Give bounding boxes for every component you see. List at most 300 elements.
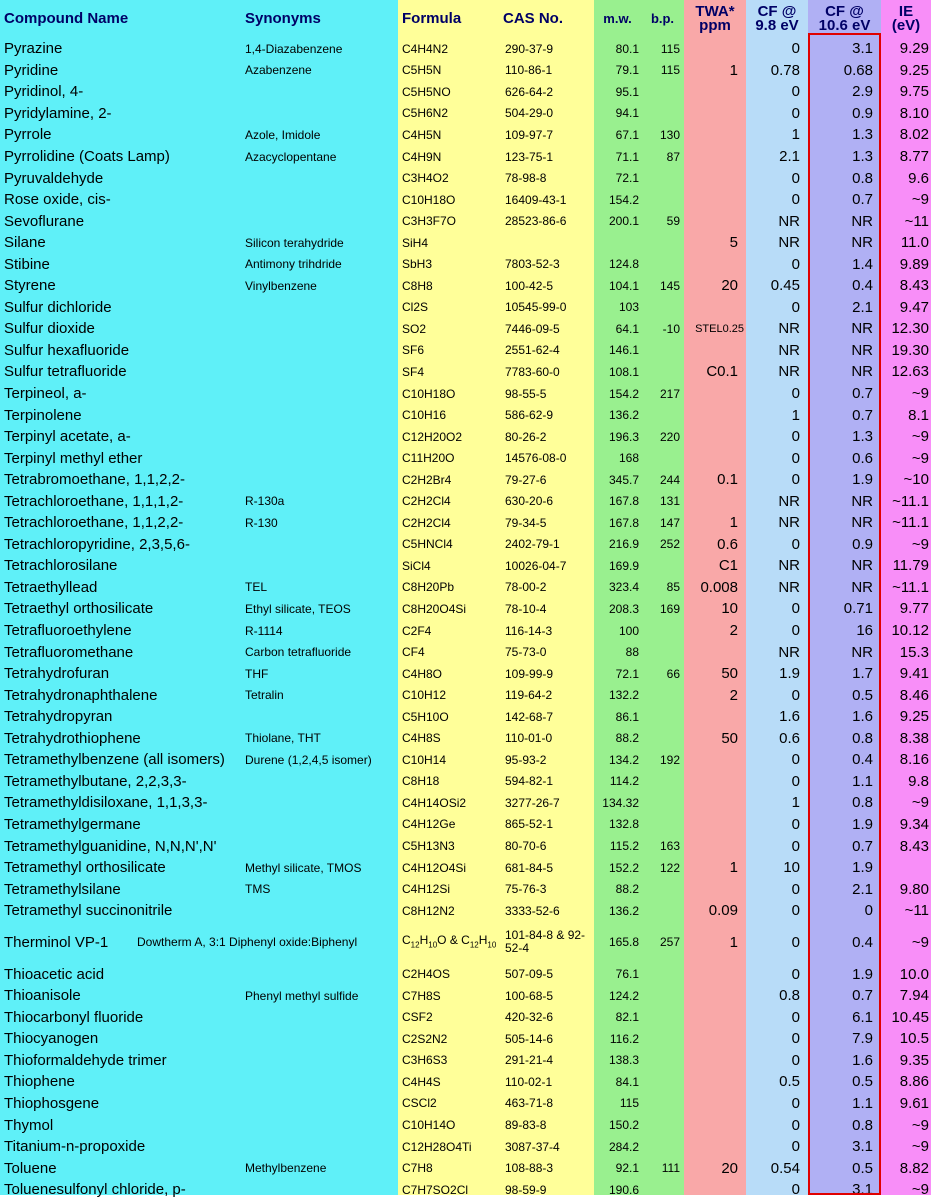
cell-cf106: 0.6 <box>852 449 873 467</box>
cell-cas: 109-99-9 <box>505 666 554 681</box>
cell-ie: 9.89 <box>899 255 929 273</box>
cell-cf106: 16 <box>856 622 873 640</box>
table-row <box>0 469 931 491</box>
cell-cf106: NR <box>851 578 873 596</box>
cell-twa <box>684 1136 746 1158</box>
cell-cf106: 1.4 <box>852 255 873 273</box>
cell-ie: ~9 <box>911 535 929 553</box>
cell-cas: 75-73-0 <box>505 645 547 660</box>
cell-cas: 78-00-2 <box>505 580 547 595</box>
cell-formula: C2F4 <box>402 623 432 638</box>
cell-cf98: 0 <box>791 428 800 446</box>
table-row <box>0 81 931 103</box>
cell-formula: C4H5N <box>402 127 442 142</box>
table-row <box>0 728 931 750</box>
cell-mw: 196.3 <box>608 429 639 444</box>
table-row <box>0 404 931 426</box>
cell-formula: C10H14 <box>402 752 447 767</box>
cell-mw: 124.2 <box>608 988 639 1003</box>
cell-compound-name: Thioacetic acid <box>4 965 105 983</box>
cell-synonym <box>245 1007 398 1029</box>
table-row <box>0 534 931 556</box>
cell-cf98: 0.54 <box>770 1159 800 1177</box>
cell-cf106: NR <box>851 514 873 532</box>
cell-cf106: 7.9 <box>852 1030 873 1048</box>
table-row <box>0 921 931 963</box>
cell-mw: 168 <box>618 451 639 466</box>
cell-cf106: 0.7 <box>852 191 873 209</box>
cell-mw: 104.1 <box>608 278 639 293</box>
cell-mw: 154.2 <box>608 192 639 207</box>
cell-compound-name: Pyridinol, 4- <box>4 83 84 101</box>
table-row <box>0 253 931 275</box>
cell-cf98: 0 <box>791 600 800 618</box>
cell-bp <box>641 878 684 900</box>
cell-compound-name: Pyruvaldehyde <box>4 169 104 187</box>
cell-bp: 257 <box>659 935 680 950</box>
cell-compound-name: Terpinyl acetate, a- <box>4 428 131 446</box>
cell-ie: 8.46 <box>899 686 929 704</box>
cell-ie: 9.34 <box>899 815 929 833</box>
cell-mw: 86.1 <box>615 709 639 724</box>
cell-cf98: 0 <box>791 1094 800 1112</box>
cell-cas: 7783-60-0 <box>505 364 560 379</box>
cell-mw: 132.2 <box>608 688 639 703</box>
cell-synonym <box>245 167 398 189</box>
cell-cf98: 0 <box>791 751 800 769</box>
cell-ie: 12.63 <box>891 363 929 381</box>
cell-compound-name: Sulfur dioxide <box>4 320 95 338</box>
cell-mw: 132.8 <box>608 817 639 832</box>
cell-cf98: 0 <box>791 815 800 833</box>
header-twa-line2: ppm <box>699 17 731 34</box>
cell-formula: CSCl2 <box>402 1096 437 1111</box>
header-cf98 <box>746 0 808 38</box>
table-row <box>0 749 931 771</box>
cell-twa <box>684 189 746 211</box>
cell-bp <box>641 728 684 750</box>
cell-mw: 165.8 <box>608 935 639 950</box>
cell-ie: 8.02 <box>899 126 929 144</box>
cell-ie: 9.6 <box>908 169 929 187</box>
cell-synonym <box>245 81 398 103</box>
cell-synonym: Methylbenzene <box>245 1161 327 1176</box>
cell-ie: 9.61 <box>899 1094 929 1112</box>
cell-ie: 8.16 <box>899 751 929 769</box>
cell-bp <box>641 684 684 706</box>
table-row <box>0 857 931 879</box>
cell-cas: 119-64-2 <box>505 688 553 703</box>
cell-twa: STEL0.25 <box>695 322 744 335</box>
cell-cas: 110-01-0 <box>505 731 553 746</box>
cell-cf98: 0.78 <box>770 61 800 79</box>
cell-bp: 252 <box>659 537 680 552</box>
table-row <box>0 447 931 469</box>
cell-bp <box>641 555 684 577</box>
cell-synonym: Azacyclopentane <box>245 149 337 164</box>
table-row <box>0 1050 931 1072</box>
table-row <box>0 684 931 706</box>
cell-cf98: 0.8 <box>779 987 800 1005</box>
cell-compound-name: Thiocarbonyl fluoride <box>4 1008 144 1026</box>
cell-cf106: 0.9 <box>852 104 873 122</box>
cell-ie: 8.10 <box>899 104 929 122</box>
cell-synonym <box>245 900 398 922</box>
table-row <box>0 38 931 60</box>
cell-cf98: NR <box>778 643 800 661</box>
table-row <box>0 706 931 728</box>
table-row <box>0 361 931 383</box>
table-row <box>0 641 931 663</box>
cell-cf98: 0 <box>791 191 800 209</box>
cell-ie: 9.75 <box>899 83 929 101</box>
cell-cf98: 0 <box>791 385 800 403</box>
table-row <box>0 167 931 189</box>
cell-bp <box>641 232 684 254</box>
cell-formula: C3H4O2 <box>402 171 449 186</box>
cell-twa <box>684 490 746 512</box>
table-row <box>0 1071 931 1093</box>
cell-twa <box>684 383 746 405</box>
cell-mw: 284.2 <box>608 1139 639 1154</box>
cell-twa <box>684 340 746 362</box>
cell-cas: 110-86-1 <box>505 63 553 78</box>
cell-bp <box>641 641 684 663</box>
cell-ie: ~9 <box>911 191 929 209</box>
cell-cf98: 0 <box>791 449 800 467</box>
cell-synonym: Antimony trihdride <box>245 257 342 272</box>
cell-ie: 11.0 <box>900 234 929 252</box>
cell-cf98: 0 <box>791 1138 800 1156</box>
cell-twa: 0.09 <box>708 902 738 920</box>
cell-bp: 85 <box>666 580 680 595</box>
cell-compound-name: Terpinyl methyl ether <box>4 449 143 467</box>
table-row <box>0 318 931 340</box>
cell-twa <box>684 38 746 60</box>
cell-synonym <box>245 383 398 405</box>
cell-cf98: 0 <box>791 169 800 187</box>
cell-cas: 100-68-5 <box>505 988 554 1003</box>
cell-twa <box>684 404 746 426</box>
cell-ie: 8.38 <box>899 729 929 747</box>
cell-mw: 167.8 <box>608 494 639 509</box>
cell-cf98: 0 <box>791 1030 800 1048</box>
cell-mw: 150.2 <box>608 1118 639 1133</box>
cell-synonym <box>245 1114 398 1136</box>
cell-cf98: NR <box>778 363 800 381</box>
cell-ie: ~10 <box>903 471 929 489</box>
cell-twa: 5 <box>729 234 738 252</box>
cell-ie: 10.45 <box>891 1008 929 1026</box>
cell-cf106: NR <box>851 212 873 230</box>
cell-cf98: 0 <box>791 535 800 553</box>
table-header <box>0 0 931 38</box>
cell-compound-name: Stibine <box>4 255 50 273</box>
cell-cf106: 3.1 <box>852 1138 873 1156</box>
cell-cas: 3087-37-4 <box>505 1139 560 1154</box>
cell-mw: 154.2 <box>608 386 639 401</box>
cell-formula: C4H8O <box>402 666 443 681</box>
table-row <box>0 598 931 620</box>
cell-cf98: 0 <box>791 1008 800 1026</box>
cell-formula: C8H12N2 <box>402 903 455 918</box>
cell-twa <box>684 253 746 275</box>
cell-bp <box>641 404 684 426</box>
cell-mw: 169.9 <box>608 558 639 573</box>
cell-compound-name: Tetrafluoromethane <box>4 643 134 661</box>
cell-twa <box>684 426 746 448</box>
cell-synonym <box>245 771 398 793</box>
cell-bp <box>641 1179 684 1200</box>
cell-cas: 116-14-3 <box>505 623 553 638</box>
cell-bp: 115 <box>660 41 680 56</box>
cell-formula: C12H28O4Ti <box>402 1139 472 1154</box>
table-row <box>0 210 931 232</box>
cell-cas: 865-52-1 <box>505 817 554 832</box>
cell-cf98: 1 <box>791 406 800 424</box>
cell-cf98: 1.9 <box>779 665 800 683</box>
cell-mw: 146.1 <box>608 343 639 358</box>
cell-twa <box>684 1007 746 1029</box>
cell-cf98: NR <box>778 492 800 510</box>
table-body <box>0 38 931 1200</box>
cell-twa <box>684 1093 746 1115</box>
cell-synonym: Azabenzene <box>245 63 312 78</box>
cell-bp: 244 <box>659 472 680 487</box>
cell-cf106: 1.6 <box>852 708 873 726</box>
cell-cf106: NR <box>851 492 873 510</box>
cell-cas: 108-88-3 <box>505 1161 554 1176</box>
cell-cf98: 0 <box>791 837 800 855</box>
cell-cf106: NR <box>851 341 873 359</box>
table-row <box>0 985 931 1007</box>
cell-formula: C7H8 <box>402 1161 433 1176</box>
cell-twa <box>684 297 746 319</box>
cell-compound-name: Tetraethyllead <box>4 578 98 596</box>
cell-formula: SbH3 <box>402 257 433 272</box>
cell-bp: 131 <box>659 494 680 509</box>
cell-synonym: Azole, Imidole <box>245 127 321 142</box>
cell-mw: 138.3 <box>608 1053 639 1068</box>
cell-ie: 8.1 <box>908 406 929 424</box>
cell-compound-name: Tetrafluoroethylene <box>4 622 132 640</box>
cell-compound-name: Titanium-n-propoxide <box>4 1138 146 1156</box>
cell-twa: 20 <box>721 1159 738 1177</box>
cell-cf106: 0.8 <box>852 169 873 187</box>
cell-formula: SF4 <box>402 364 425 379</box>
header-ie <box>881 0 931 38</box>
cell-twa <box>684 706 746 728</box>
cell-cf98: 0 <box>791 1116 800 1134</box>
cell-bp: 66 <box>666 666 680 681</box>
cell-cf106: 2.1 <box>852 880 873 898</box>
cell-ie: 9.25 <box>899 61 929 79</box>
cell-twa <box>684 1071 746 1093</box>
table-row <box>0 426 931 448</box>
header-synonyms: Synonyms <box>245 10 321 27</box>
cell-formula: C4H14OSi2 <box>402 795 467 810</box>
cell-mw: 124.8 <box>608 257 639 272</box>
cell-ie: ~9 <box>911 449 929 467</box>
cell-formula: C8H8 <box>402 278 433 293</box>
table-row <box>0 1093 931 1115</box>
cell-formula: C10H18O <box>402 386 456 401</box>
cell-cf98: 0.5 <box>779 1073 800 1091</box>
cell-cf98: NR <box>778 320 800 338</box>
cell-mw: 323.4 <box>608 580 639 595</box>
table-row <box>0 297 931 319</box>
cell-cf98: 0 <box>791 471 800 489</box>
cell-compound-name: Tetramethyldisiloxane, 1,1,3,3- <box>4 794 208 812</box>
cell-twa <box>684 1050 746 1072</box>
cell-twa <box>684 81 746 103</box>
cell-synonym: R-130 <box>245 515 278 530</box>
cell-twa: 1 <box>729 933 738 951</box>
table-row <box>0 340 931 362</box>
cell-formula: C7H7SO2Cl <box>402 1182 469 1197</box>
cell-cf106: 0.7 <box>852 406 873 424</box>
header-cas: CAS No. <box>503 10 563 27</box>
cell-cas: 2402-79-1 <box>505 537 560 552</box>
cell-bp <box>641 297 684 319</box>
cell-cf106: 0.7 <box>852 837 873 855</box>
cell-formula: SF6 <box>402 343 425 358</box>
cell-ie: ~9 <box>911 933 929 951</box>
cell-cf106: 0.4 <box>852 933 873 951</box>
cell-synonym: Carbon tetrafluoride <box>245 645 352 660</box>
table-row <box>0 383 931 405</box>
cell-compound-name: Thioanisole <box>4 987 81 1005</box>
cell-cf106: 0.4 <box>852 751 873 769</box>
cell-cas: 504-29-0 <box>505 106 554 121</box>
cell-cf98: 0 <box>791 255 800 273</box>
table-row <box>0 275 931 297</box>
cell-bp <box>641 1136 684 1158</box>
cell-mw: 95.1 <box>615 84 639 99</box>
cell-cf106: 0.7 <box>852 987 873 1005</box>
cell-ie: ~11.1 <box>892 514 929 532</box>
cell-mw: 167.8 <box>608 515 639 530</box>
cell-cas: 28523-86-6 <box>505 214 567 229</box>
cell-synonym: R-1114 <box>245 623 283 638</box>
cell-synonym <box>245 404 398 426</box>
cell-ie: 15.3 <box>899 643 929 661</box>
cell-bp <box>641 1050 684 1072</box>
cell-ie: 9.8 <box>908 772 929 790</box>
header-cf106-line2: 10.6 eV <box>818 17 871 34</box>
cell-formula: C10H16 <box>402 408 447 423</box>
cell-formula: SiCl4 <box>402 558 431 573</box>
cell-compound-name: Sulfur dichloride <box>4 298 112 316</box>
cell-mw: 108.1 <box>608 364 639 379</box>
cell-formula: C7H8S <box>402 988 441 1003</box>
cell-compound-name: Tetrabromoethane, 1,1,2,2- <box>4 471 185 489</box>
cell-cf98: NR <box>778 578 800 596</box>
cell-ie: 7.94 <box>899 987 929 1005</box>
cell-cas: 98-59-9 <box>505 1182 547 1197</box>
cell-formula: C8H18 <box>402 774 440 789</box>
cell-cas: 10026-04-7 <box>505 558 567 573</box>
cell-mw: 134.2 <box>608 752 639 767</box>
cell-formula: C10H14O <box>402 1118 456 1133</box>
cell-cas: 109-97-7 <box>505 127 554 142</box>
cell-mw: 88.2 <box>615 882 639 897</box>
cell-cas: 420-32-6 <box>505 1010 554 1025</box>
cell-cas: 75-76-3 <box>505 882 547 897</box>
cell-compound-name: Tetraethyl orthosilicate <box>4 600 154 618</box>
cell-bp <box>641 963 684 985</box>
cell-formula: C4H4N2 <box>402 41 449 56</box>
cell-mw: 100 <box>618 623 639 638</box>
cell-twa <box>684 814 746 836</box>
cell-bp <box>641 814 684 836</box>
cell-bp <box>641 189 684 211</box>
cell-mw: 67.1 <box>615 127 639 142</box>
cell-bp: 111 <box>661 1161 680 1176</box>
cell-compound-name: Tetrachloroethane, 1,1,2,2- <box>4 514 184 532</box>
cell-cf98: 1 <box>791 794 800 812</box>
cell-formula: C8H20O4Si <box>402 601 467 616</box>
cell-compound-name: Tetramethylsilane <box>4 880 121 898</box>
cell-cf106: 3.1 <box>852 1181 873 1199</box>
header-ie-line1: IE <box>898 3 914 20</box>
cell-formula: C4H12Ge <box>402 817 456 832</box>
cell-mw: 115.2 <box>609 839 639 853</box>
cell-compound-name: Tetramethylgermane <box>4 815 141 833</box>
cell-cf98: 0.6 <box>779 729 800 747</box>
cell-mw: 82.1 <box>615 1010 639 1025</box>
cell-mw: 116.2 <box>609 1031 639 1046</box>
cell-compound-name: Tetrahydropyran <box>4 708 113 726</box>
cell-formula: C5H13N3 <box>402 839 455 853</box>
cell-ie: ~11.1 <box>892 492 929 510</box>
cell-cf106: 0.71 <box>843 600 873 618</box>
cell-bp: 192 <box>659 752 680 767</box>
cell-formula: C12H20O2 <box>402 429 463 444</box>
cell-compound-name: Rose oxide, cis- <box>4 191 111 209</box>
cell-bp: 220 <box>659 429 680 444</box>
cell-synonym <box>245 469 398 491</box>
cell-cas: 291-21-4 <box>505 1053 554 1068</box>
cell-cas <box>503 232 594 254</box>
cell-ie: 10.12 <box>891 622 929 640</box>
table-row <box>0 555 931 577</box>
cell-synonym <box>245 1179 398 1200</box>
header-mw: m.w. <box>603 11 632 26</box>
cell-synonym <box>245 706 398 728</box>
cell-bp <box>641 1114 684 1136</box>
cell-synonym: TEL <box>245 580 268 595</box>
cell-formula: C3H6S3 <box>402 1053 448 1068</box>
cell-formula: SiH4 <box>402 235 429 250</box>
cell-cas: 78-98-8 <box>505 171 547 186</box>
cell-formula: C4H9N <box>402 149 442 164</box>
cell-synonym: Silicon terahydride <box>245 235 344 250</box>
cell-cf106: NR <box>851 557 873 575</box>
cell-mw: 76.1 <box>615 967 639 982</box>
table-row <box>0 814 931 836</box>
cell-cf98: 0 <box>791 622 800 640</box>
cell-ie: 8.43 <box>899 277 929 295</box>
cell-twa <box>684 124 746 146</box>
cell-cf106: 1.1 <box>852 772 873 790</box>
header-cf98-line2: 9.8 eV <box>755 17 799 34</box>
cell-cas: 78-10-4 <box>505 601 547 616</box>
cell-bp: 163 <box>659 839 680 853</box>
cell-mw: 94.1 <box>615 106 639 121</box>
cell-cas: 290-37-9 <box>505 41 554 56</box>
cell-synonym: Vinylbenzene <box>245 278 317 293</box>
